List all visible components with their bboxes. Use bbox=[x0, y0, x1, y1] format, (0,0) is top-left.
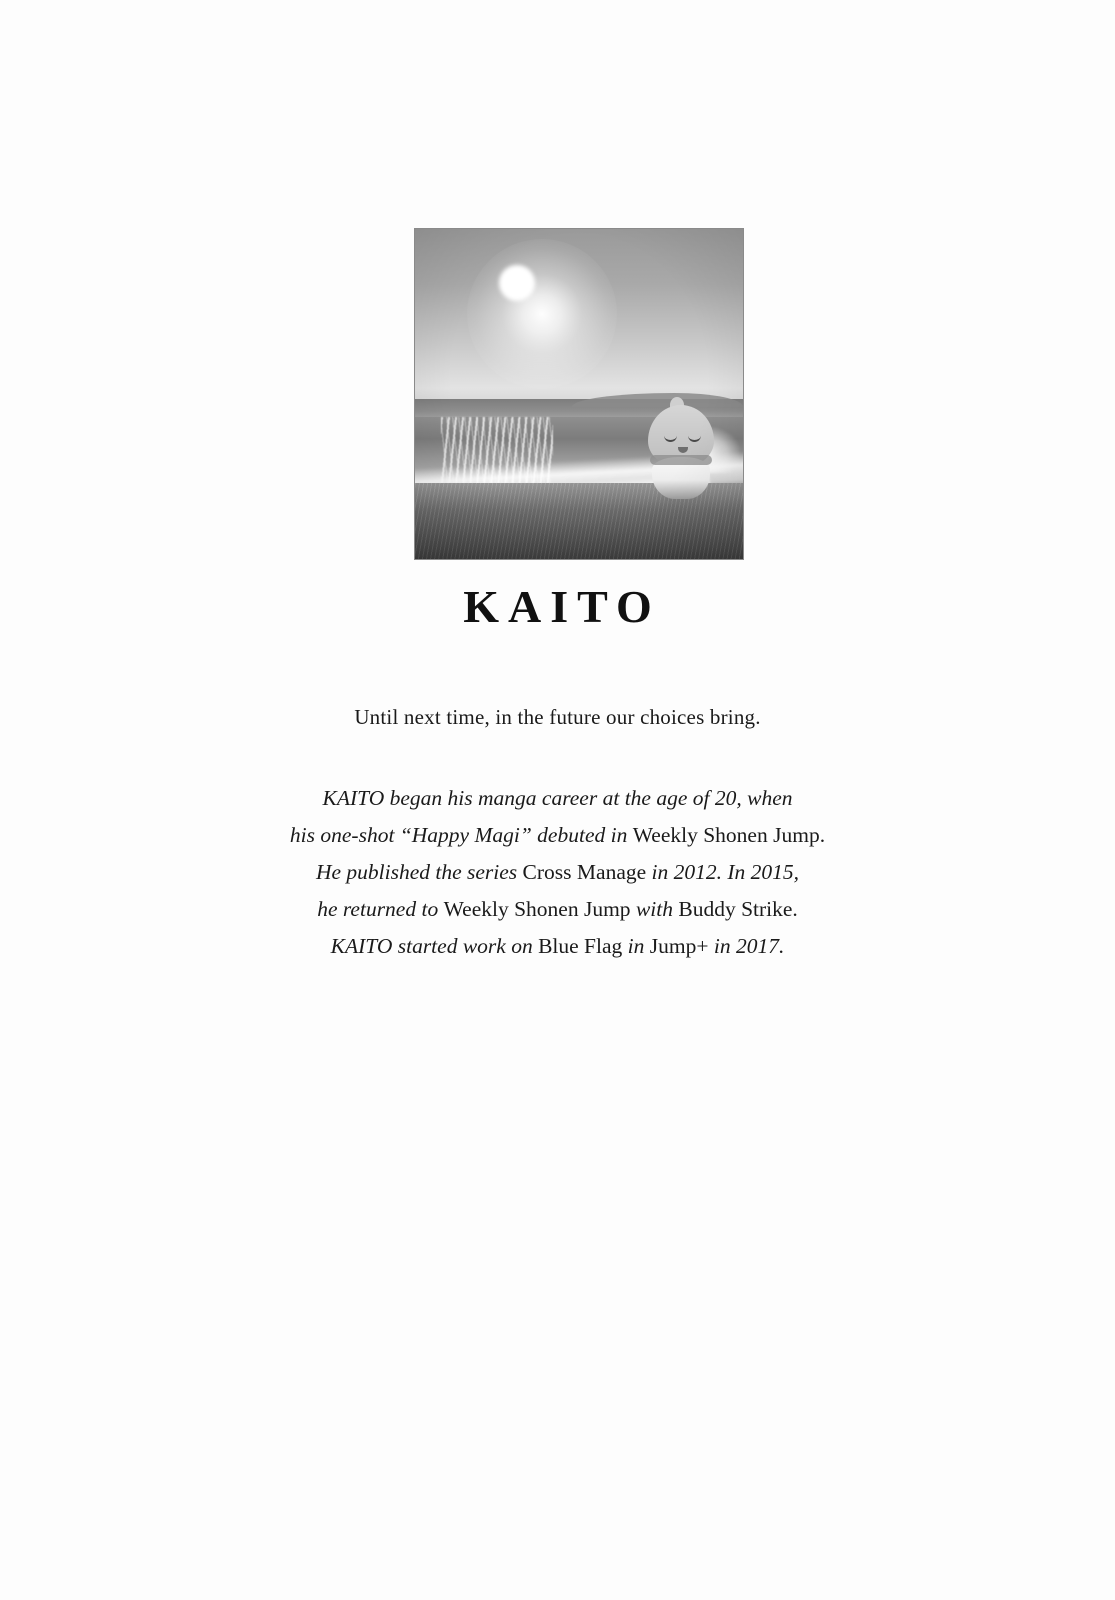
bio-line bbox=[0, 891, 1115, 928]
author-name: KAITO bbox=[463, 581, 661, 632]
bio-text-run: He published the series bbox=[315, 860, 523, 884]
bio-text-run: with bbox=[630, 897, 679, 921]
bio-text-run: KAITO began his manga career at the age of 20, when bbox=[322, 786, 793, 810]
mascot-band bbox=[650, 455, 712, 465]
tagline: Until next time, in the future our choices bring. bbox=[354, 705, 761, 729]
mascot-mouth bbox=[678, 447, 688, 453]
bio-line bbox=[0, 817, 1115, 854]
mascot-eye-left bbox=[664, 435, 677, 442]
bio-line bbox=[0, 780, 1115, 817]
mascot-character bbox=[644, 405, 720, 503]
author-photo bbox=[414, 228, 744, 560]
bio-text-run: Cross Manage bbox=[522, 860, 647, 884]
bio-text-run: Buddy Strike. bbox=[678, 897, 798, 921]
bio-text-run: he returned to bbox=[317, 897, 444, 921]
bio-text-run: KAITO started work on bbox=[330, 934, 539, 958]
bio-text-run: Jump+ bbox=[649, 934, 709, 958]
bio-line bbox=[0, 854, 1115, 891]
mascot-eye-right bbox=[688, 435, 701, 442]
bio-text-run: his one-shot “Happy Magi” debuted in bbox=[289, 823, 633, 847]
bio-text-run: in 2017. bbox=[708, 934, 785, 958]
author-bio bbox=[0, 780, 1115, 965]
seashore-photo-illustration bbox=[415, 229, 743, 559]
bio-text-run: in bbox=[622, 934, 650, 958]
sun-glow-icon bbox=[467, 239, 617, 389]
bio-text-run: Weekly Shonen Jump bbox=[443, 897, 631, 921]
bio-text-run: Blue Flag bbox=[538, 934, 623, 958]
bio-text-run: in 2012. In 2015, bbox=[646, 860, 800, 884]
bio-text-run: Weekly Shonen Jump. bbox=[632, 823, 826, 847]
sun-icon bbox=[499, 265, 535, 301]
bio-line bbox=[0, 928, 1115, 965]
